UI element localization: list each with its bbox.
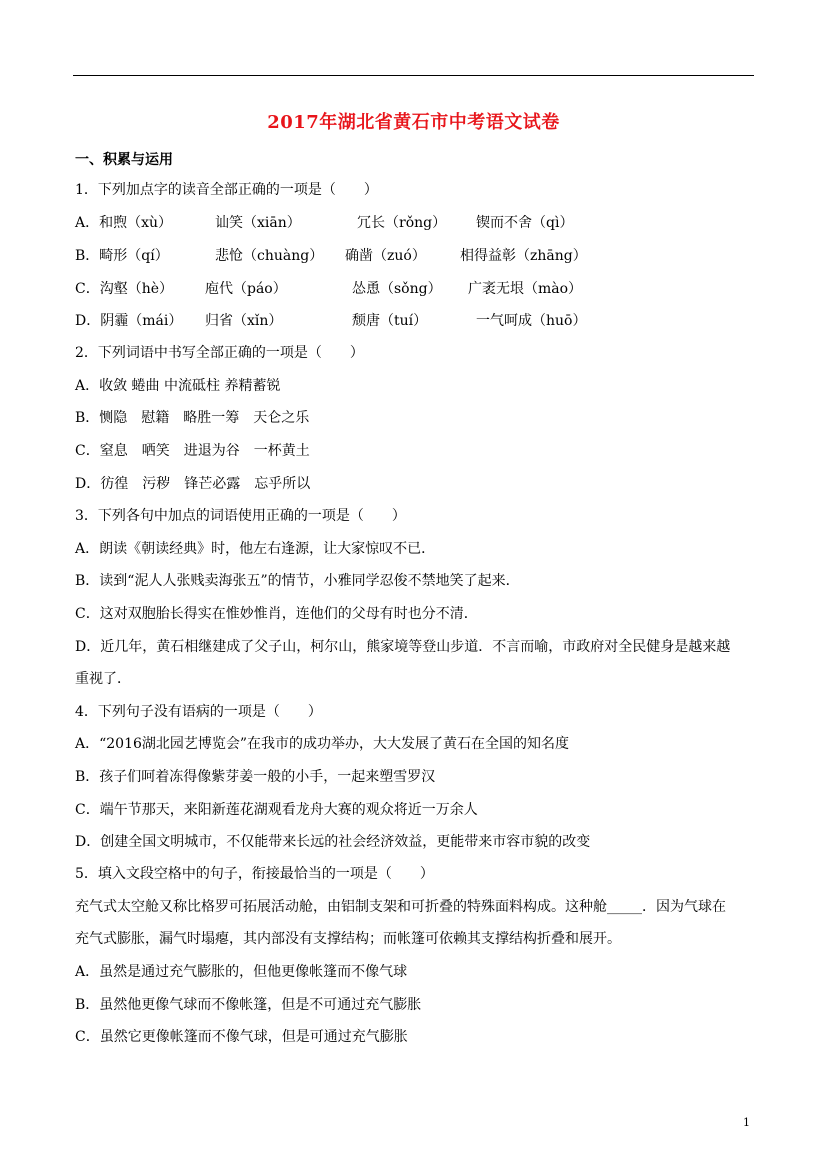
question-2-option-a: A．收敛 蜷曲 中流砥柱 养精蓄锐 (75, 378, 281, 394)
question-4-option-a: A．“2016湖北园艺博览会”在我市的成功举办，大大发展了黄石在全国的知名度 (75, 736, 570, 752)
question-5-option-b: B．虽然他更像气球而不像帐篷，但是不可通过充气膨胀 (75, 997, 422, 1013)
question-2-option-b: B．恻隐 慰籍 略胜一筹 天仑之乐 (75, 410, 310, 426)
question-5-passage-line-1: 充气式太空舱又称比格罗可拓展活动舱，由铝制支架和可折叠的特殊面料构成。这种舱_____．因为气球在 (75, 899, 726, 915)
question-3-option-b: B．读到“泥人人张贱卖海张五”的情节，小雅同学忍俊不禁地笑了起来． (75, 573, 520, 589)
question-3-option-d: D．近几年，黄石相继建成了父子山，柯尔山，熊家境等登山步道．不言而喻，市政府对全民健身是越来越 (75, 639, 731, 655)
question-4-option-b: B．孩子们呵着冻得像紫芽姜一般的小手，一起来塑雪罗汉 (75, 769, 436, 785)
question-4-stem: 4．下列句子没有语病的一项是（ ） (75, 704, 322, 720)
question-4-option-c: C．端午节那天，来阳新莲花湖观看龙舟大赛的观众将近一万余人 (75, 802, 478, 818)
question-3-stem: 3．下列各句中加点的词语使用正确的一项是（ ） (75, 508, 406, 524)
question-5-stem: 5．填入文段空格中的句子，衔接最恰当的一项是（ ） (75, 866, 434, 882)
question-5-option-c: C．虽然它更像帐篷而不像气球，但是可通过充气膨胀 (75, 1029, 408, 1045)
question-1-option-d: D．阴霾（mái） 归省（xǐn） 颓唐（tuí） 一气呵成（huō） (75, 313, 587, 329)
question-1-option-b: B．畸形（qí） 悲怆（chuàng） 确凿（zuó） 相得益彰（zhāng） (75, 248, 587, 264)
page-title: 2017年湖北省黄石市中考语文试卷 (267, 112, 560, 133)
question-1-stem: 1．下列加点字的读音全部正确的一项是（ ） (75, 182, 378, 198)
question-4-option-d: D．创建全国文明城市，不仅能带来长远的社会经济效益，更能带来市容市貌的改变 (75, 834, 591, 850)
question-1-option-c: C．沟壑（hè） 庖代（páo） 怂恿（sǒng） 广袤无垠（mào） (75, 281, 583, 297)
question-1-option-a: A．和煦（xù） 讪笑（xiān） 冗长（rǒng） 锲而不舍（qì） (75, 215, 574, 231)
question-2-stem: 2．下列词语中书写全部正确的一项是（ ） (75, 345, 364, 361)
question-3-option-c: C．这对双胞胎长得实在惟妙惟肖，连他们的父母有时也分不清． (75, 606, 478, 622)
question-2-option-c: C．窒息 哂笑 进退为谷 一杯黄土 (75, 443, 310, 459)
section-heading: 一、积累与运用 (75, 152, 173, 168)
page-number: 1 (743, 1116, 750, 1129)
question-2-option-d: D．彷徨 污秽 锋芒必露 忘乎所以 (75, 476, 311, 492)
header-rule (73, 75, 754, 76)
question-5-passage-line-2: 充气式膨胀，漏气时塌瘪，其内部没有支撑结构；而帐篷可依赖其支撑结构折叠和展开。 (75, 931, 621, 947)
question-3-option-a: A．朗读《朝读经典》时，他左右逢源，让大家惊叹不已． (75, 541, 436, 557)
question-3-option-d-continued: 重视了． (75, 671, 131, 687)
question-5-option-a: A．虽然是通过充气膨胀的，但他更像帐篷而不像气球 (75, 964, 408, 980)
